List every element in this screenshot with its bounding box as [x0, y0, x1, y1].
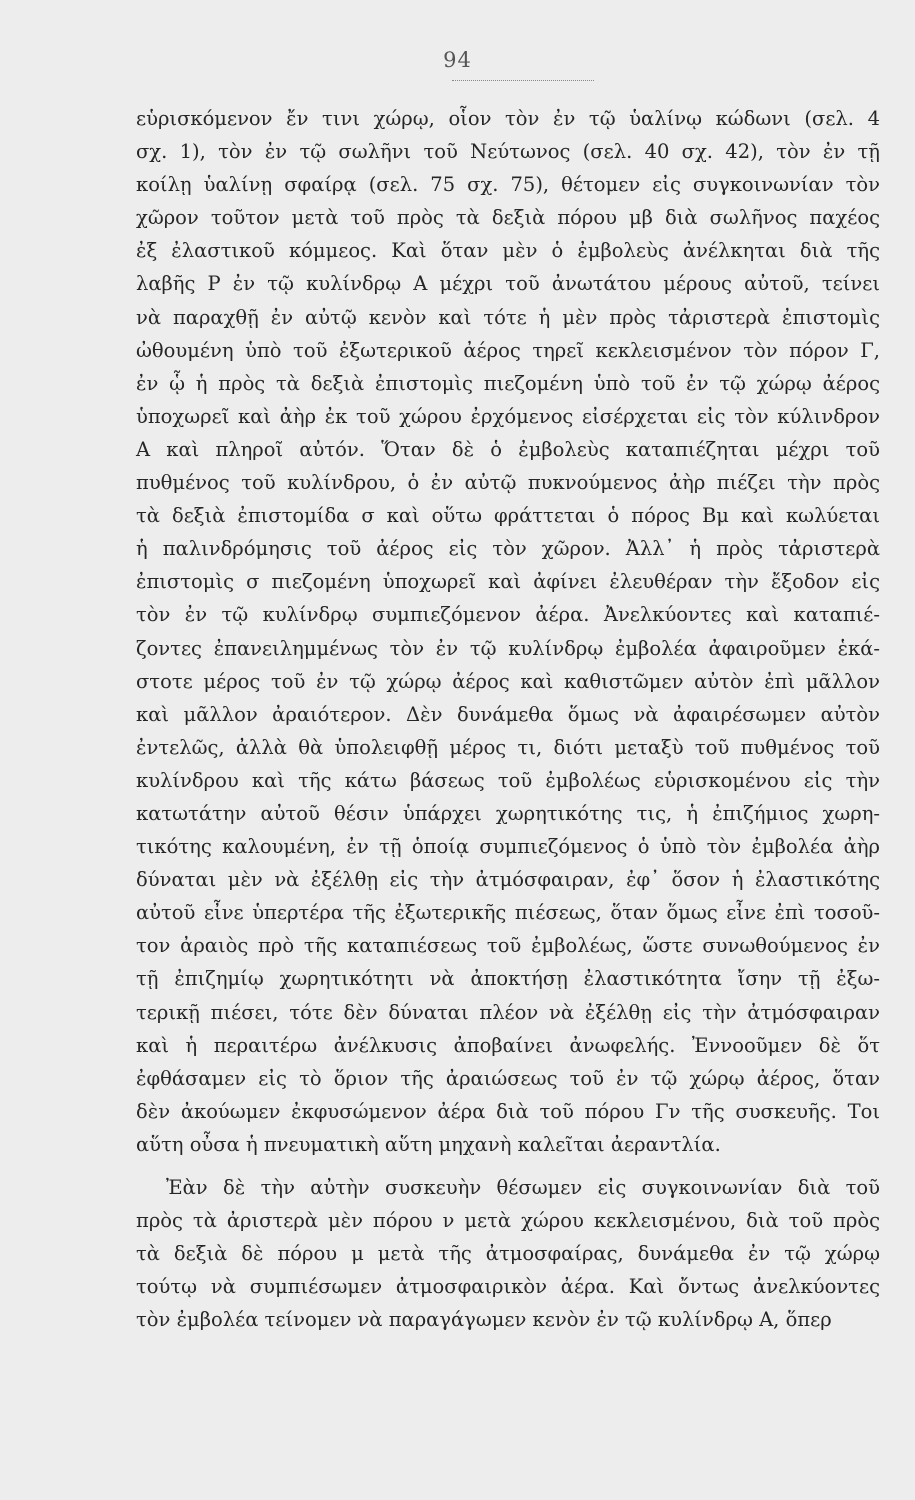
text-line: ἡ παλινδρόμησις τοῦ ἀέρος εἰς τὸν χῶρον. Ἀλλ᾽ ἡ πρὸς τἀριστερὰ: [136, 537, 880, 561]
text-line: αὕτη οὖσα ἡ πνευματικὴ αὕτη μηχανὴ καλεῖται ἀεραντλία.: [136, 1132, 721, 1156]
text-line: πρὸς τὰ ἀριστερὰ μὲν πόρου ν μετὰ χώρου κεκλεισμένου, διὰ τοῦ πρὸς: [136, 1209, 880, 1233]
text-line: τον ἀραιὸς πρὸ τῆς καταπιέσεως τοῦ ἐμβολέως, ὥστε συνωθούμενος ἐν: [136, 934, 880, 958]
text-line: ἐν ᾧ ἡ πρὸς τὰ δεξιὰ ἐπιστομὶς πιεζομένη ὑπὸ τοῦ ἐν τῷ χώρῳ ἀέρος: [136, 371, 880, 395]
page-number: 94: [443, 48, 472, 72]
text-line: κυλίνδρου καὶ τῆς κάτω βάσεως τοῦ ἐμβολέως εὑρισκομένου εἰς τὴν: [136, 768, 880, 792]
text-line: ἐξ ἐλαστικοῦ κόμμεος. Καὶ ὅταν μὲν ὁ ἐμβολεὺς ἀνέλκηται διὰ τῆς: [136, 239, 880, 263]
text-line: στοτε μέρος τοῦ ἐν τῷ χώρῳ ἀέρος καὶ καθιστῶμεν αὐτὸν ἐπὶ μᾶλλον: [136, 669, 880, 693]
text-line: τούτῳ νὰ συμπιέσωμεν ἀτμοσφαιρικὸν ἀέρα. Καὶ ὄντως ἀνελκύοντες: [136, 1275, 880, 1299]
text-line: νὰ παραχθῇ ἐν αὐτῷ κενὸν καὶ τότε ἡ μὲν πρὸς τἀριστερὰ ἐπιστομὶς: [136, 305, 880, 329]
text-line: ὑποχωρεῖ καὶ ἀὴρ ἐκ τοῦ χώρου ἐρχόμενος εἰσέρχεται εἰς τὸν κύλινδρον: [136, 404, 880, 428]
text-line: ὠθουμένη ὑπὸ τοῦ ἐξωτερικοῦ ἀέρος τηρεῖ κεκλεισμένον τὸν πόρον Γ,: [136, 338, 880, 362]
text-line: ἐφθάσαμεν εἰς τὸ ὅριον τῆς ἀραιώσεως τοῦ ἐν τῷ χώρῳ ἀέρος, ὅταν: [136, 1066, 880, 1090]
text-line: χῶρον τοῦτον μετὰ τοῦ πρὸς τὰ δεξιὰ πόρου μβ διὰ σωλῆνος παχέος: [136, 206, 880, 230]
text-line: τικότης καλουμένη, ἐν τῇ ὁποίᾳ συμπιεζόμενος ὁ ὑπὸ τὸν ἐμβολέα ἀὴρ: [136, 835, 880, 859]
paragraph-gap: [136, 1161, 880, 1171]
text-line: εὑρισκόμενον ἔν τινι χώρῳ, οἷον τὸν ἐν τῷ ὑαλίνῳ κώδωνι (σελ. 4: [136, 107, 880, 130]
text-line: ἐντελῶς, ἀλλὰ θὰ ὑπολειφθῇ μέρος τι, διότι μεταξὺ τοῦ πυθμένος τοῦ: [136, 735, 880, 759]
text-body: [136, 102, 880, 1336]
text-line: τῇ ἐπιζημίῳ χωρητικότητι νὰ ἀποκτήσῃ ἐλαστικότητα ἴσην τῇ ἐξω-: [136, 967, 880, 991]
text-line: Ἐὰν δὲ τὴν αὐτὴν συσκευὴν θέσωμεν εἰς συγκοινωνίαν διὰ τοῦ: [166, 1176, 880, 1199]
text-line: σχ. 1), τὸν ἐν τῷ σωλῆνι τοῦ Νεύτωνος (σελ. 40 σχ. 42), τὸν ἐν τῇ: [136, 140, 880, 164]
text-line: αὐτοῦ εἶνε ὑπερτέρα τῆς ἐξωτερικῆς πιέσεως, ὅταν ὅμως εἶνε ἐπὶ τοσοῦ-: [136, 901, 880, 925]
header-rule: [452, 80, 594, 81]
text-line: Α καὶ πληροῖ αὐτόν. Ὅταν δὲ ὁ ἐμβολεὺς καταπιέζηται μέχρι τοῦ: [136, 437, 880, 461]
text-line: καὶ μᾶλλον ἀραιότερον. Δὲν δυνάμεθα ὅμως νὰ ἀφαιρέσωμεν αὐτὸν: [136, 702, 880, 726]
text-line: τὸν ἐμβολέα τείνομεν νὰ παραγάγωμεν κενὸν ἐν τῷ κυλίνδρῳ Α, ὅπερ: [136, 1308, 832, 1332]
text-line: κοίλῃ ὑαλίνῃ σφαίρᾳ (σελ. 75 σχ. 75), θέτομεν εἰς συγκοινωνίαν τὸν: [136, 173, 880, 197]
text-line: ζοντες ἐπανειλημμένως τὸν ἐν τῷ κυλίνδρῳ ἐμβολέα ἀφαιροῦμεν ἑκά-: [136, 636, 880, 660]
text-line: καὶ ἡ περαιτέρω ἀνέλκυσις ἀποβαίνει ἀνωφελής. Ἐννοοῦμεν δὲ ὅτ: [136, 1033, 880, 1057]
text-line: δύναται μὲν νὰ ἐξέλθῃ εἰς τὴν ἀτμόσφαιραν, ἐφ᾽ ὅσον ἡ ἐλαστικότης: [136, 868, 880, 892]
text-line: τὰ δεξιὰ ἐπιστομίδα σ καὶ οὕτω φράττεται ὁ πόρος Βμ καὶ κωλύεται: [136, 504, 880, 528]
text-line: τερικῇ πιέσει, τότε δὲν δύναται πλέον νὰ ἐξέλθῃ εἰς τὴν ἀτμόσφαιραν: [136, 1000, 880, 1024]
text-line: κατωτάτην αὐτοῦ θέσιν ὑπάρχει χωρητικότης τις, ἡ ἐπιζήμιος χωρη-: [136, 801, 880, 825]
text-line: ἐπιστομὶς σ πιεζομένη ὑποχωρεῖ καὶ ἀφίνει ἐλευθέραν τὴν ἔξοδον εἰς: [136, 570, 880, 594]
text-line: πυθμένος τοῦ κυλίνδρου, ὁ ἐν αὐτῷ πυκνούμενος ἀὴρ πιέζει τὴν πρὸς: [136, 471, 880, 495]
text-line: λαβῆς Ρ ἐν τῷ κυλίνδρῳ Α μέχρι τοῦ ἀνωτάτου μέρους αὐτοῦ, τείνει: [136, 272, 880, 296]
text-line: τὰ δεξιὰ δὲ πόρου μ μετὰ τῆς ἀτμοσφαίρας, δυνάμεθα ἐν τῷ χώρῳ: [136, 1242, 880, 1266]
text-line: δὲν ἀκούωμεν ἐκφυσώμενον ἀέρα διὰ τοῦ πόρου Γν τῆς συσκευῆς. Τοι: [136, 1099, 880, 1123]
paragraph: [136, 1171, 880, 1336]
text-line: τὸν ἐν τῷ κυλίνδρῳ συμπιεζόμενον ἀέρα. Ἀνελκύοντες καὶ καταπιέ-: [136, 603, 880, 627]
paragraph: [136, 102, 880, 1161]
